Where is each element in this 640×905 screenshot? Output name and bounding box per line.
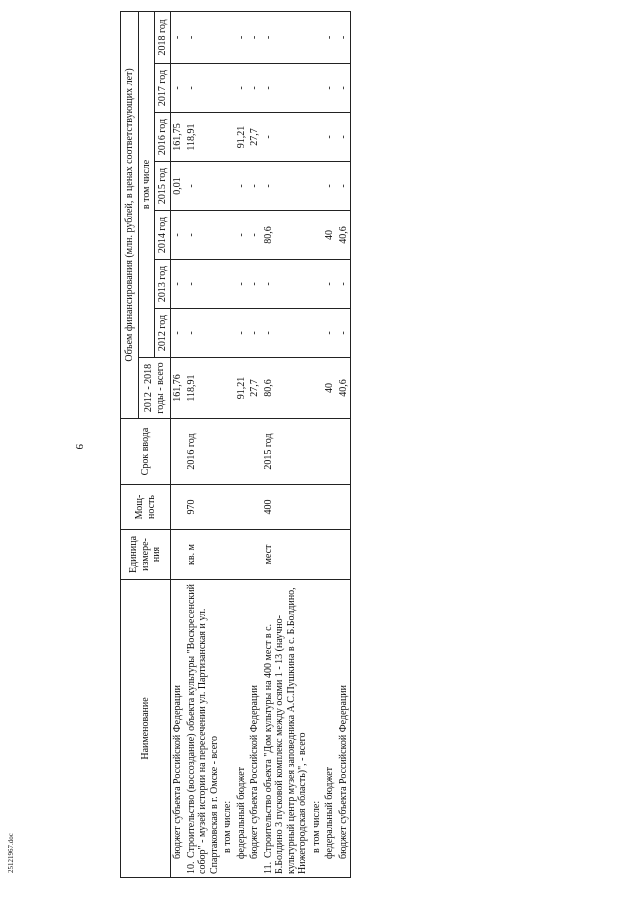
cell-total: 118,91 [185, 358, 222, 419]
header-year: 2015 год [155, 162, 171, 211]
row-index: 11. [262, 861, 274, 874]
header-incl: в том числе [139, 11, 155, 357]
cell-total: 40,6 [337, 358, 351, 419]
cell-year-value: - [337, 309, 351, 358]
cell-year-value: - [185, 162, 222, 211]
cell-unit [323, 530, 337, 580]
cell-year-value: - [185, 11, 222, 63]
row-name: в том числе: [222, 800, 233, 853]
header-year: 2012 год [155, 309, 171, 358]
cell-year-value: 118,91 [185, 113, 222, 162]
cell-year-value: 80,6 [262, 211, 310, 260]
file-footer: 25121967.doc [7, 833, 15, 873]
row-name: бюджет субъекта Российской Федерации [172, 684, 183, 859]
table-row [185, 11, 222, 877]
cell-year-value: - [262, 162, 310, 211]
cell-year-value [221, 113, 235, 162]
cell-total: 80,6 [262, 358, 310, 419]
cell-year-value: - [323, 260, 337, 309]
cell-capacity: 970 [185, 485, 222, 530]
table-row [248, 11, 262, 877]
header-name: Наименование [121, 580, 171, 878]
cell-year-value: - [235, 309, 249, 358]
cell-year-value: - [248, 11, 262, 63]
header-term: Срок ввода [121, 419, 171, 485]
cell-capacity: 400 [262, 485, 310, 530]
cell-year-value: - [323, 11, 337, 63]
cell-year-value: - [171, 309, 185, 358]
cell-total: 161,76 [171, 358, 185, 419]
cell-year-value: - [262, 309, 310, 358]
header-capacity: Мощ- ность [121, 485, 171, 530]
cell-name [323, 580, 337, 878]
cell-year-value: - [337, 162, 351, 211]
cell-unit [310, 530, 324, 580]
table-row [337, 11, 351, 877]
cell-year-value [310, 309, 324, 358]
cell-term [323, 419, 337, 485]
cell-year-value: - [185, 211, 222, 260]
table-row [171, 11, 185, 877]
cell-year-value [310, 64, 324, 113]
cell-unit: мест [262, 530, 310, 580]
cell-year-value: - [337, 260, 351, 309]
row-name: Строительство объекта "Дом культуры на 400 мест в с. Б.Болдино 3 пусковой комплекс между осями 1 - 13 (научно-культурный центр музея заповедника А.С.Пушкина в с. Б.Болдино, Нижегородская область)", - всего [262, 587, 308, 874]
cell-year-value: - [185, 260, 222, 309]
table-row [262, 11, 310, 877]
cell-year-value [221, 211, 235, 260]
page-number: 9 [73, 444, 85, 450]
cell-year-value: - [235, 211, 249, 260]
table-row [323, 11, 337, 877]
cell-term [221, 419, 235, 485]
cell-year-value: - [262, 260, 310, 309]
cell-year-value [221, 64, 235, 113]
cell-year-value: 40 [323, 211, 337, 260]
cell-year-value [310, 162, 324, 211]
cell-total: 40 [323, 358, 337, 419]
cell-year-value [310, 211, 324, 260]
row-name: Строительство (воссоздание) объекта культуры "Воскресенский собор" - музей истории на пересечении ул. Партизанская и ул. Спартаковская в г. Омске - всего [185, 584, 220, 874]
header-year: 2017 год [155, 64, 171, 113]
header-year: 2013 год [155, 260, 171, 309]
funding-table-rotated [120, 12, 538, 878]
row-name: в том числе: [310, 800, 322, 853]
cell-year-value: - [248, 260, 262, 309]
row-name: федеральный бюджет [235, 766, 247, 859]
cell-total: 91,21 [235, 358, 249, 419]
cell-name [310, 580, 324, 878]
table-row [235, 11, 249, 877]
cell-year-value [221, 260, 235, 309]
cell-year-value: - [262, 64, 310, 113]
row-name: федеральный бюджет [324, 766, 335, 859]
cell-total [310, 358, 324, 419]
cell-capacity [337, 485, 351, 530]
cell-term: 2015 год [262, 419, 310, 485]
cell-year-value: 27,7 [248, 113, 262, 162]
cell-term [337, 419, 351, 485]
cell-term [171, 419, 185, 485]
cell-year-value [310, 260, 324, 309]
cell-capacity [171, 485, 185, 530]
cell-capacity [221, 485, 235, 530]
cell-year-value [221, 309, 235, 358]
cell-unit [235, 530, 249, 580]
cell-year-value: 40,6 [337, 211, 351, 260]
cell-year-value: - [185, 309, 222, 358]
cell-year-value: - [171, 260, 185, 309]
row-name: бюджет субъекта Российской Федерации [249, 684, 260, 859]
cell-year-value: - [323, 162, 337, 211]
cell-name [262, 580, 310, 878]
cell-name [248, 580, 262, 878]
cell-year-value: - [171, 11, 185, 63]
cell-unit [248, 530, 262, 580]
cell-year-value: - [337, 11, 351, 63]
cell-year-value: 161,75 [171, 113, 185, 162]
cell-year-value [221, 11, 235, 63]
cell-year-value: - [323, 113, 337, 162]
cell-year-value: - [235, 260, 249, 309]
row-index: 10. [185, 861, 197, 874]
cell-year-value: - [235, 11, 249, 63]
header-year: 2016 год [155, 113, 171, 162]
cell-year-value [221, 162, 235, 211]
cell-year-value: 91,21 [235, 113, 249, 162]
cell-unit: кв. м [185, 530, 222, 580]
cell-year-value: - [171, 211, 185, 260]
cell-term [310, 419, 324, 485]
funding-table [120, 11, 351, 878]
cell-term [248, 419, 262, 485]
cell-year-value [310, 11, 324, 63]
cell-year-value: - [185, 64, 222, 113]
header-unit: Единица измере- ния [121, 530, 171, 580]
row-name: бюджет субъекта Российской Федерации [337, 684, 349, 859]
cell-name [171, 580, 185, 878]
cell-year-value: 0,01 [171, 162, 185, 211]
table-row [310, 11, 324, 877]
cell-year-value: - [235, 162, 249, 211]
cell-year-value [310, 113, 324, 162]
cell-term: 2016 год [185, 419, 222, 485]
cell-name [185, 580, 222, 878]
cell-unit [221, 530, 235, 580]
cell-capacity [310, 485, 324, 530]
cell-name [221, 580, 235, 878]
cell-name [337, 580, 351, 878]
cell-capacity [323, 485, 337, 530]
cell-year-value: - [235, 64, 249, 113]
header-year: 2018 год [155, 11, 171, 63]
cell-total: 27,7 [248, 358, 262, 419]
cell-year-value: - [248, 162, 262, 211]
header-year: 2014 год [155, 211, 171, 260]
cell-unit [171, 530, 185, 580]
cell-year-value: - [337, 113, 351, 162]
cell-year-value: - [248, 309, 262, 358]
cell-term [235, 419, 249, 485]
cell-name [235, 580, 249, 878]
cell-year-value: - [248, 64, 262, 113]
cell-year-value: - [248, 211, 262, 260]
cell-capacity [235, 485, 249, 530]
cell-year-value: - [323, 64, 337, 113]
cell-unit [337, 530, 351, 580]
cell-year-value: - [262, 11, 310, 63]
header-total: 2012 - 2018 годы - всего [139, 358, 171, 419]
cell-capacity [248, 485, 262, 530]
cell-year-value: - [262, 113, 310, 162]
cell-year-value: - [323, 309, 337, 358]
cell-year-value: - [337, 64, 351, 113]
cell-year-value: - [171, 64, 185, 113]
header-funding: Объем финансирования (млн. рублей, в ценах соответствующих лет) [121, 11, 139, 418]
cell-total [221, 358, 235, 419]
table-row [221, 11, 235, 877]
